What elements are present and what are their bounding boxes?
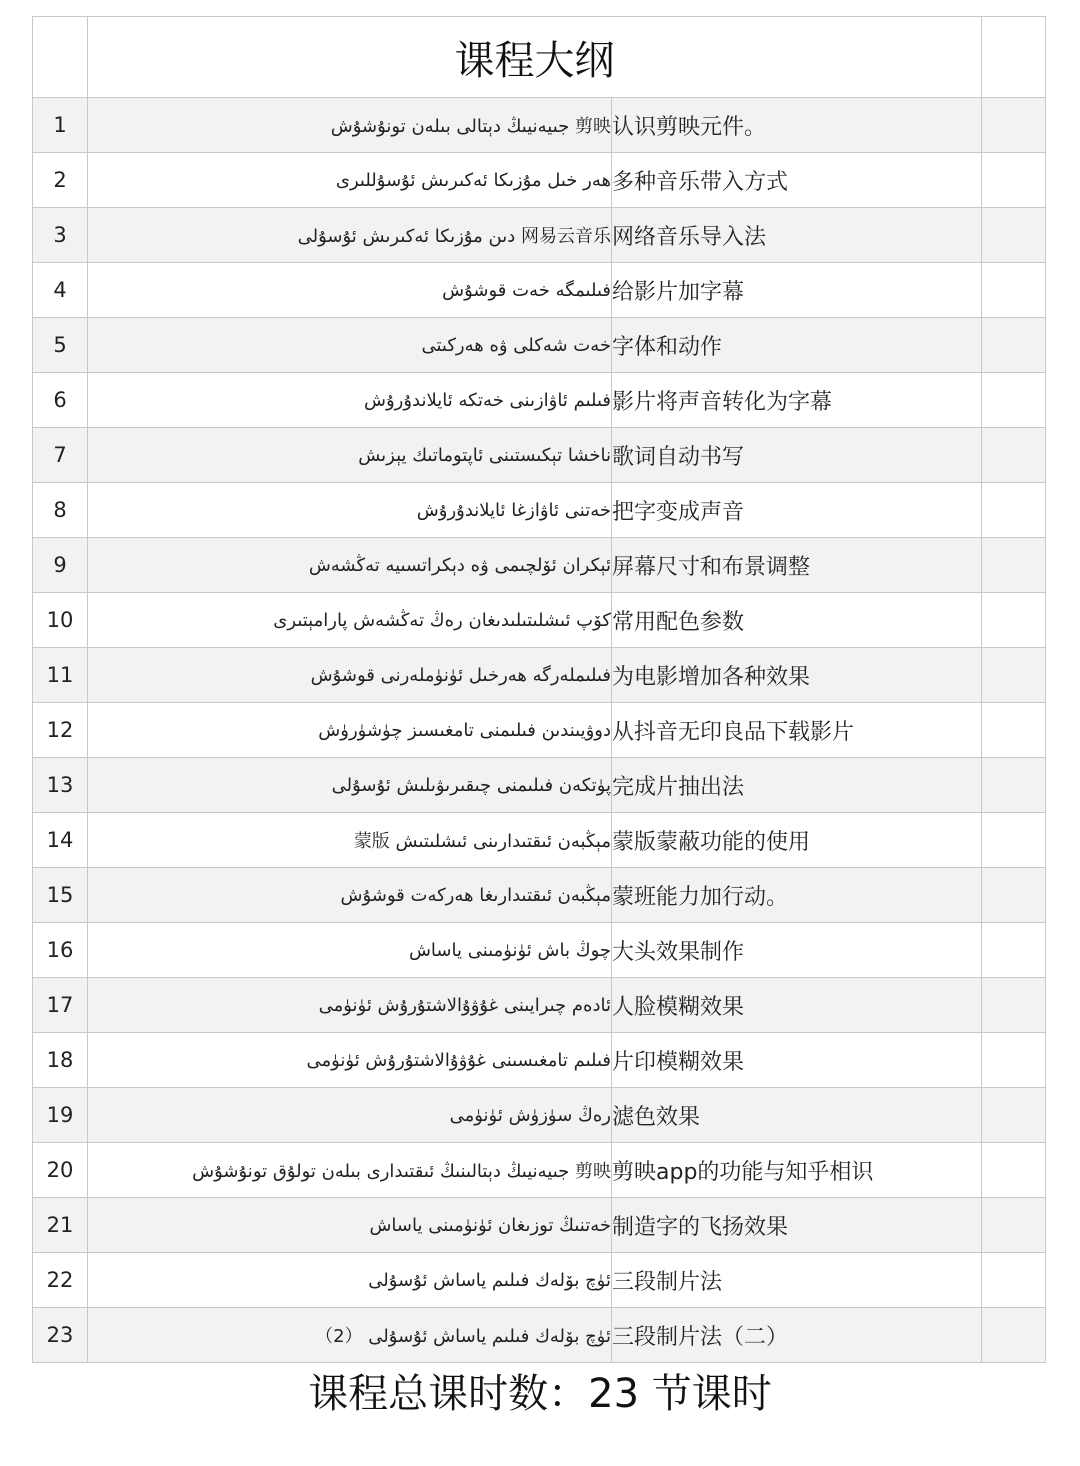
uyghur-topic-cell: ئۈچ بۆلەك فىلىم ياساش ئۇسۇلى xyxy=(88,1253,612,1308)
uyghur-topic-cell: فىلىم تامغىسىنى غۇۋۇالاشتۇرۇش ئۈنۈمى xyxy=(88,1033,612,1088)
uyghur-topic-cell: فىلىمگە خەت قوشۇش xyxy=(88,263,612,318)
blank-cell xyxy=(982,1143,1046,1198)
chinese-topic-cell: 制造字的飞扬效果 xyxy=(612,1198,982,1253)
row-number-cell: 4 xyxy=(33,263,88,318)
uyghur-topic-cell: پۈتكەن فىلىمنى چىقىرىۋىلىش ئۇسۇلى xyxy=(88,758,612,813)
row-number-cell: 20 xyxy=(33,1143,88,1198)
row-number-cell: 3 xyxy=(33,208,88,263)
uyghur-topic-cell: ناخشا تېكىستىنى ئاپتوماتىك يېزىش xyxy=(88,428,612,483)
row-number-cell: 1 xyxy=(33,98,88,153)
chinese-topic-cell: 为电影增加各种效果 xyxy=(612,648,982,703)
table-row xyxy=(33,428,1046,483)
row-number-cell: 18 xyxy=(33,1033,88,1088)
uyghur-topic-cell: 剪映 جىيەنيىڭ دېتالىنىڭ ئىقتىدارى بىلەن تولۇق تونۇشۇش xyxy=(88,1143,612,1198)
row-number-cell: 15 xyxy=(33,868,88,923)
blank-cell xyxy=(982,1308,1046,1363)
title-end-cell xyxy=(982,17,1046,98)
table-row xyxy=(33,813,1046,868)
uyghur-topic-cell: دوۋيىندىن فىلىمنى تامغىسىز چۈشۈرۈش xyxy=(88,703,612,758)
row-number-cell: 9 xyxy=(33,538,88,593)
chinese-topic-cell: 屏幕尺寸和布景调整 xyxy=(612,538,982,593)
table-row xyxy=(33,208,1046,263)
table-row xyxy=(33,373,1046,428)
table-row xyxy=(33,1143,1046,1198)
row-number-cell: 13 xyxy=(33,758,88,813)
table-row xyxy=(33,263,1046,318)
blank-cell xyxy=(982,648,1046,703)
table-row xyxy=(33,978,1046,1033)
title-row xyxy=(33,17,1046,98)
uyghur-topic-cell: فىلىملەرگە ھەرخىل ئۈنۈملەرنى قوشۇش xyxy=(88,648,612,703)
chinese-topic-cell: 从抖音无印良品下载影片 xyxy=(612,703,982,758)
uyghur-topic-cell: رەڭ سۈزۈش ئۈنۈمى xyxy=(88,1088,612,1143)
chinese-topic-cell: 蒙版蒙蔽功能的使用 xyxy=(612,813,982,868)
row-number-cell: 19 xyxy=(33,1088,88,1143)
table-row xyxy=(33,98,1046,153)
blank-cell xyxy=(982,428,1046,483)
table-row xyxy=(33,923,1046,978)
blank-cell xyxy=(982,1088,1046,1143)
row-number-cell: 23 xyxy=(33,1308,88,1363)
chinese-topic-cell: 剪映app的功能与知乎相识 xyxy=(612,1143,982,1198)
uyghur-topic-cell: مېڭبەن ئىقتىدارىغا ھەركەت قوشۇش xyxy=(88,868,612,923)
row-number-cell: 22 xyxy=(33,1253,88,1308)
uyghur-topic-cell: ئېكران ئۆلچىمى ۋە دېكراتسىيە تەڭشەش xyxy=(88,538,612,593)
table-row xyxy=(33,648,1046,703)
blank-cell xyxy=(982,923,1046,978)
blank-cell xyxy=(982,373,1046,428)
chinese-topic-cell: 完成片抽出法 xyxy=(612,758,982,813)
blank-cell xyxy=(982,703,1046,758)
chinese-topic-cell: 认识剪映元件。 xyxy=(612,98,982,153)
title-corner-cell xyxy=(33,17,88,98)
row-number-cell: 17 xyxy=(33,978,88,1033)
uyghur-topic-cell: خەت شەكلى ۋە ھەركىتى xyxy=(88,318,612,373)
uyghur-topic-cell: 网易云音乐 دىن مۇزىكا ئەكىرىش ئۇسۇلى xyxy=(88,208,612,263)
row-number-cell: 7 xyxy=(33,428,88,483)
table-row xyxy=(33,1308,1046,1363)
table-row xyxy=(33,758,1046,813)
row-number-cell: 8 xyxy=(33,483,88,538)
chinese-topic-cell: 给影片加字幕 xyxy=(612,263,982,318)
chinese-topic-cell: 三段制片法（二） xyxy=(612,1308,982,1363)
row-number-cell: 2 xyxy=(33,153,88,208)
table-row xyxy=(33,483,1046,538)
uyghur-topic-cell: 剪映 جىيەنيىڭ دېتالى بىلەن تونۇشۇش xyxy=(88,98,612,153)
table-row xyxy=(33,153,1046,208)
row-number-cell: 14 xyxy=(33,813,88,868)
table-row xyxy=(33,1253,1046,1308)
blank-cell xyxy=(982,1253,1046,1308)
uyghur-topic-cell: كۆپ ئىشلىتىلىدىغان رەڭ تەڭشەش پارامېتىرى xyxy=(88,593,612,648)
blank-cell xyxy=(982,483,1046,538)
row-number-cell: 12 xyxy=(33,703,88,758)
blank-cell xyxy=(982,208,1046,263)
chinese-topic-cell: 多种音乐带入方式 xyxy=(612,153,982,208)
table-row xyxy=(33,1088,1046,1143)
uyghur-topic-cell: خەتنىڭ توزىغان ئۈنۈمىنى ياساش xyxy=(88,1198,612,1253)
table-row xyxy=(33,538,1046,593)
chinese-topic-cell: 影片将声音转化为字幕 xyxy=(612,373,982,428)
chinese-topic-cell: 大头效果制作 xyxy=(612,923,982,978)
uyghur-topic-cell: فىلىم ئاۋازىنى خەتكە ئايلاندۇرۇش xyxy=(88,373,612,428)
chinese-topic-cell: 蒙班能力加行动。 xyxy=(612,868,982,923)
outline-table xyxy=(32,16,1046,1363)
blank-cell xyxy=(982,1033,1046,1088)
chinese-topic-cell: 三段制片法 xyxy=(612,1253,982,1308)
uyghur-topic-cell: ھەر خىل مۇزىكا ئەكىرىش ئۇسۇللىرى xyxy=(88,153,612,208)
page-title: 课程大纲 xyxy=(88,17,982,98)
uyghur-topic-cell: خەتنى ئاۋازغا ئايلاندۇرۇش xyxy=(88,483,612,538)
blank-cell xyxy=(982,263,1046,318)
blank-cell xyxy=(982,318,1046,373)
chinese-topic-cell: 网络音乐导入法 xyxy=(612,208,982,263)
uyghur-topic-cell: ئادەم چىرايىنى غۇۋۇالاشتۇرۇش ئۈنۈمى xyxy=(88,978,612,1033)
table-row xyxy=(33,318,1046,373)
chinese-topic-cell: 人脸模糊效果 xyxy=(612,978,982,1033)
chinese-topic-cell: 字体和动作 xyxy=(612,318,982,373)
blank-cell xyxy=(982,978,1046,1033)
row-number-cell: 16 xyxy=(33,923,88,978)
row-number-cell: 21 xyxy=(33,1198,88,1253)
chinese-topic-cell: 滤色效果 xyxy=(612,1088,982,1143)
uyghur-topic-cell: چوڭ باش ئۈنۈمىنى ياساش xyxy=(88,923,612,978)
row-number-cell: 10 xyxy=(33,593,88,648)
uyghur-topic-cell: ئۈچ بۆلەك فىلىم ياساش ئۇسۇلى （2） xyxy=(88,1308,612,1363)
blank-cell xyxy=(982,153,1046,208)
row-number-cell: 11 xyxy=(33,648,88,703)
row-number-cell: 6 xyxy=(33,373,88,428)
chinese-topic-cell: 歌词自动书写 xyxy=(612,428,982,483)
blank-cell xyxy=(982,813,1046,868)
chinese-topic-cell: 把字变成声音 xyxy=(612,483,982,538)
outline-sheet xyxy=(32,16,1045,1363)
table-row xyxy=(33,1198,1046,1253)
total-hours-footer: 课程总课时数：23 节课时 xyxy=(308,1371,772,1417)
blank-cell xyxy=(982,868,1046,923)
blank-cell xyxy=(982,593,1046,648)
chinese-topic-cell: 常用配色参数 xyxy=(612,593,982,648)
blank-cell xyxy=(982,1198,1046,1253)
table-row xyxy=(33,593,1046,648)
table-row xyxy=(33,1033,1046,1088)
row-number-cell: 5 xyxy=(33,318,88,373)
blank-cell xyxy=(982,538,1046,593)
table-row xyxy=(33,703,1046,758)
blank-cell xyxy=(982,758,1046,813)
uyghur-topic-cell: مېڭبەن ئىقتىدارىنى ئىشلىتىش 蒙版 xyxy=(88,813,612,868)
blank-cell xyxy=(982,98,1046,153)
chinese-topic-cell: 片印模糊效果 xyxy=(612,1033,982,1088)
table-row xyxy=(33,868,1046,923)
